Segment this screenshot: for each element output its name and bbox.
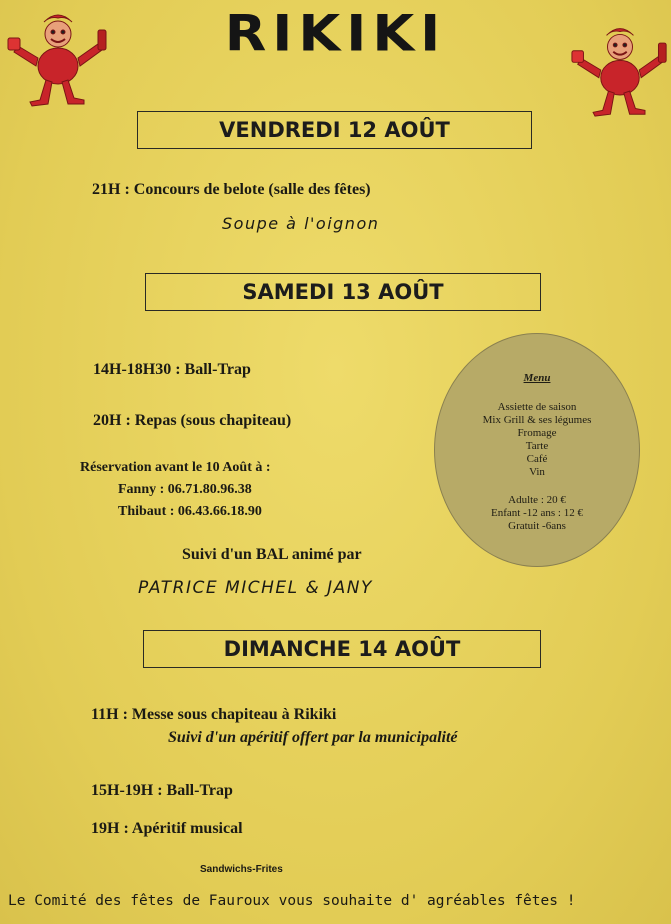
band-name: PATRICE MICHEL & JANY <box>138 578 373 598</box>
menu-item: Assiette de saison <box>497 401 577 413</box>
friday-line-2: Soupe à l'oignon <box>222 214 380 233</box>
menu-item: Mix Grill & ses légumes <box>482 414 592 426</box>
sunday-line-3: 15H-19H : Ball-Trap <box>91 782 233 799</box>
friday-heading: VENDREDI 12 AOÛT <box>137 111 532 149</box>
saturday-heading: SAMEDI 13 AOÛT <box>145 273 541 311</box>
friday-line-1: 21H : Concours de belote (salle des fêtes) <box>92 181 371 198</box>
menu-price: Gratuit -6ans <box>508 520 566 532</box>
menu-item: Café <box>526 453 548 465</box>
contact-thibaut: Thibaut : 06.43.66.18.90 <box>118 504 262 519</box>
footer-text: Le Comité des fêtes de Fauroux vous souhaite d' agréables fêtes ! <box>8 893 576 909</box>
menu-item: Tarte <box>525 440 549 452</box>
sunday-line-5: Sandwichs-Frites <box>200 864 283 875</box>
saturday-line-1: 14H-18H30 : Ball-Trap <box>93 361 251 378</box>
menu-price: Enfant -12 ans : 12 € <box>491 507 583 519</box>
menu-price: Adulte : 20 € <box>508 494 566 506</box>
saturday-line-2: 20H : Repas (sous chapiteau) <box>93 412 292 429</box>
contact-fanny: Fanny : 06.71.80.96.38 <box>118 482 252 497</box>
reservation-text: Réservation avant le 10 Août à : <box>80 460 271 475</box>
poster-title: RIKIKI <box>224 4 447 63</box>
sunday-heading: DIMANCHE 14 AOÛT <box>143 630 541 668</box>
menu-item: Vin <box>529 466 545 478</box>
sunday-line-2: Suivi d'un apéritif offert par la municipalité <box>168 729 458 746</box>
sunday-line-1: 11H : Messe sous chapiteau à Rikiki <box>91 706 337 723</box>
menu-item: Fromage <box>517 427 557 439</box>
bal-text: Suivi d'un BAL animé par <box>182 546 362 563</box>
menu-oval <box>434 333 640 567</box>
sunday-line-4: 19H : Apéritif musical <box>91 820 243 837</box>
menu-title: Menu <box>523 372 551 384</box>
